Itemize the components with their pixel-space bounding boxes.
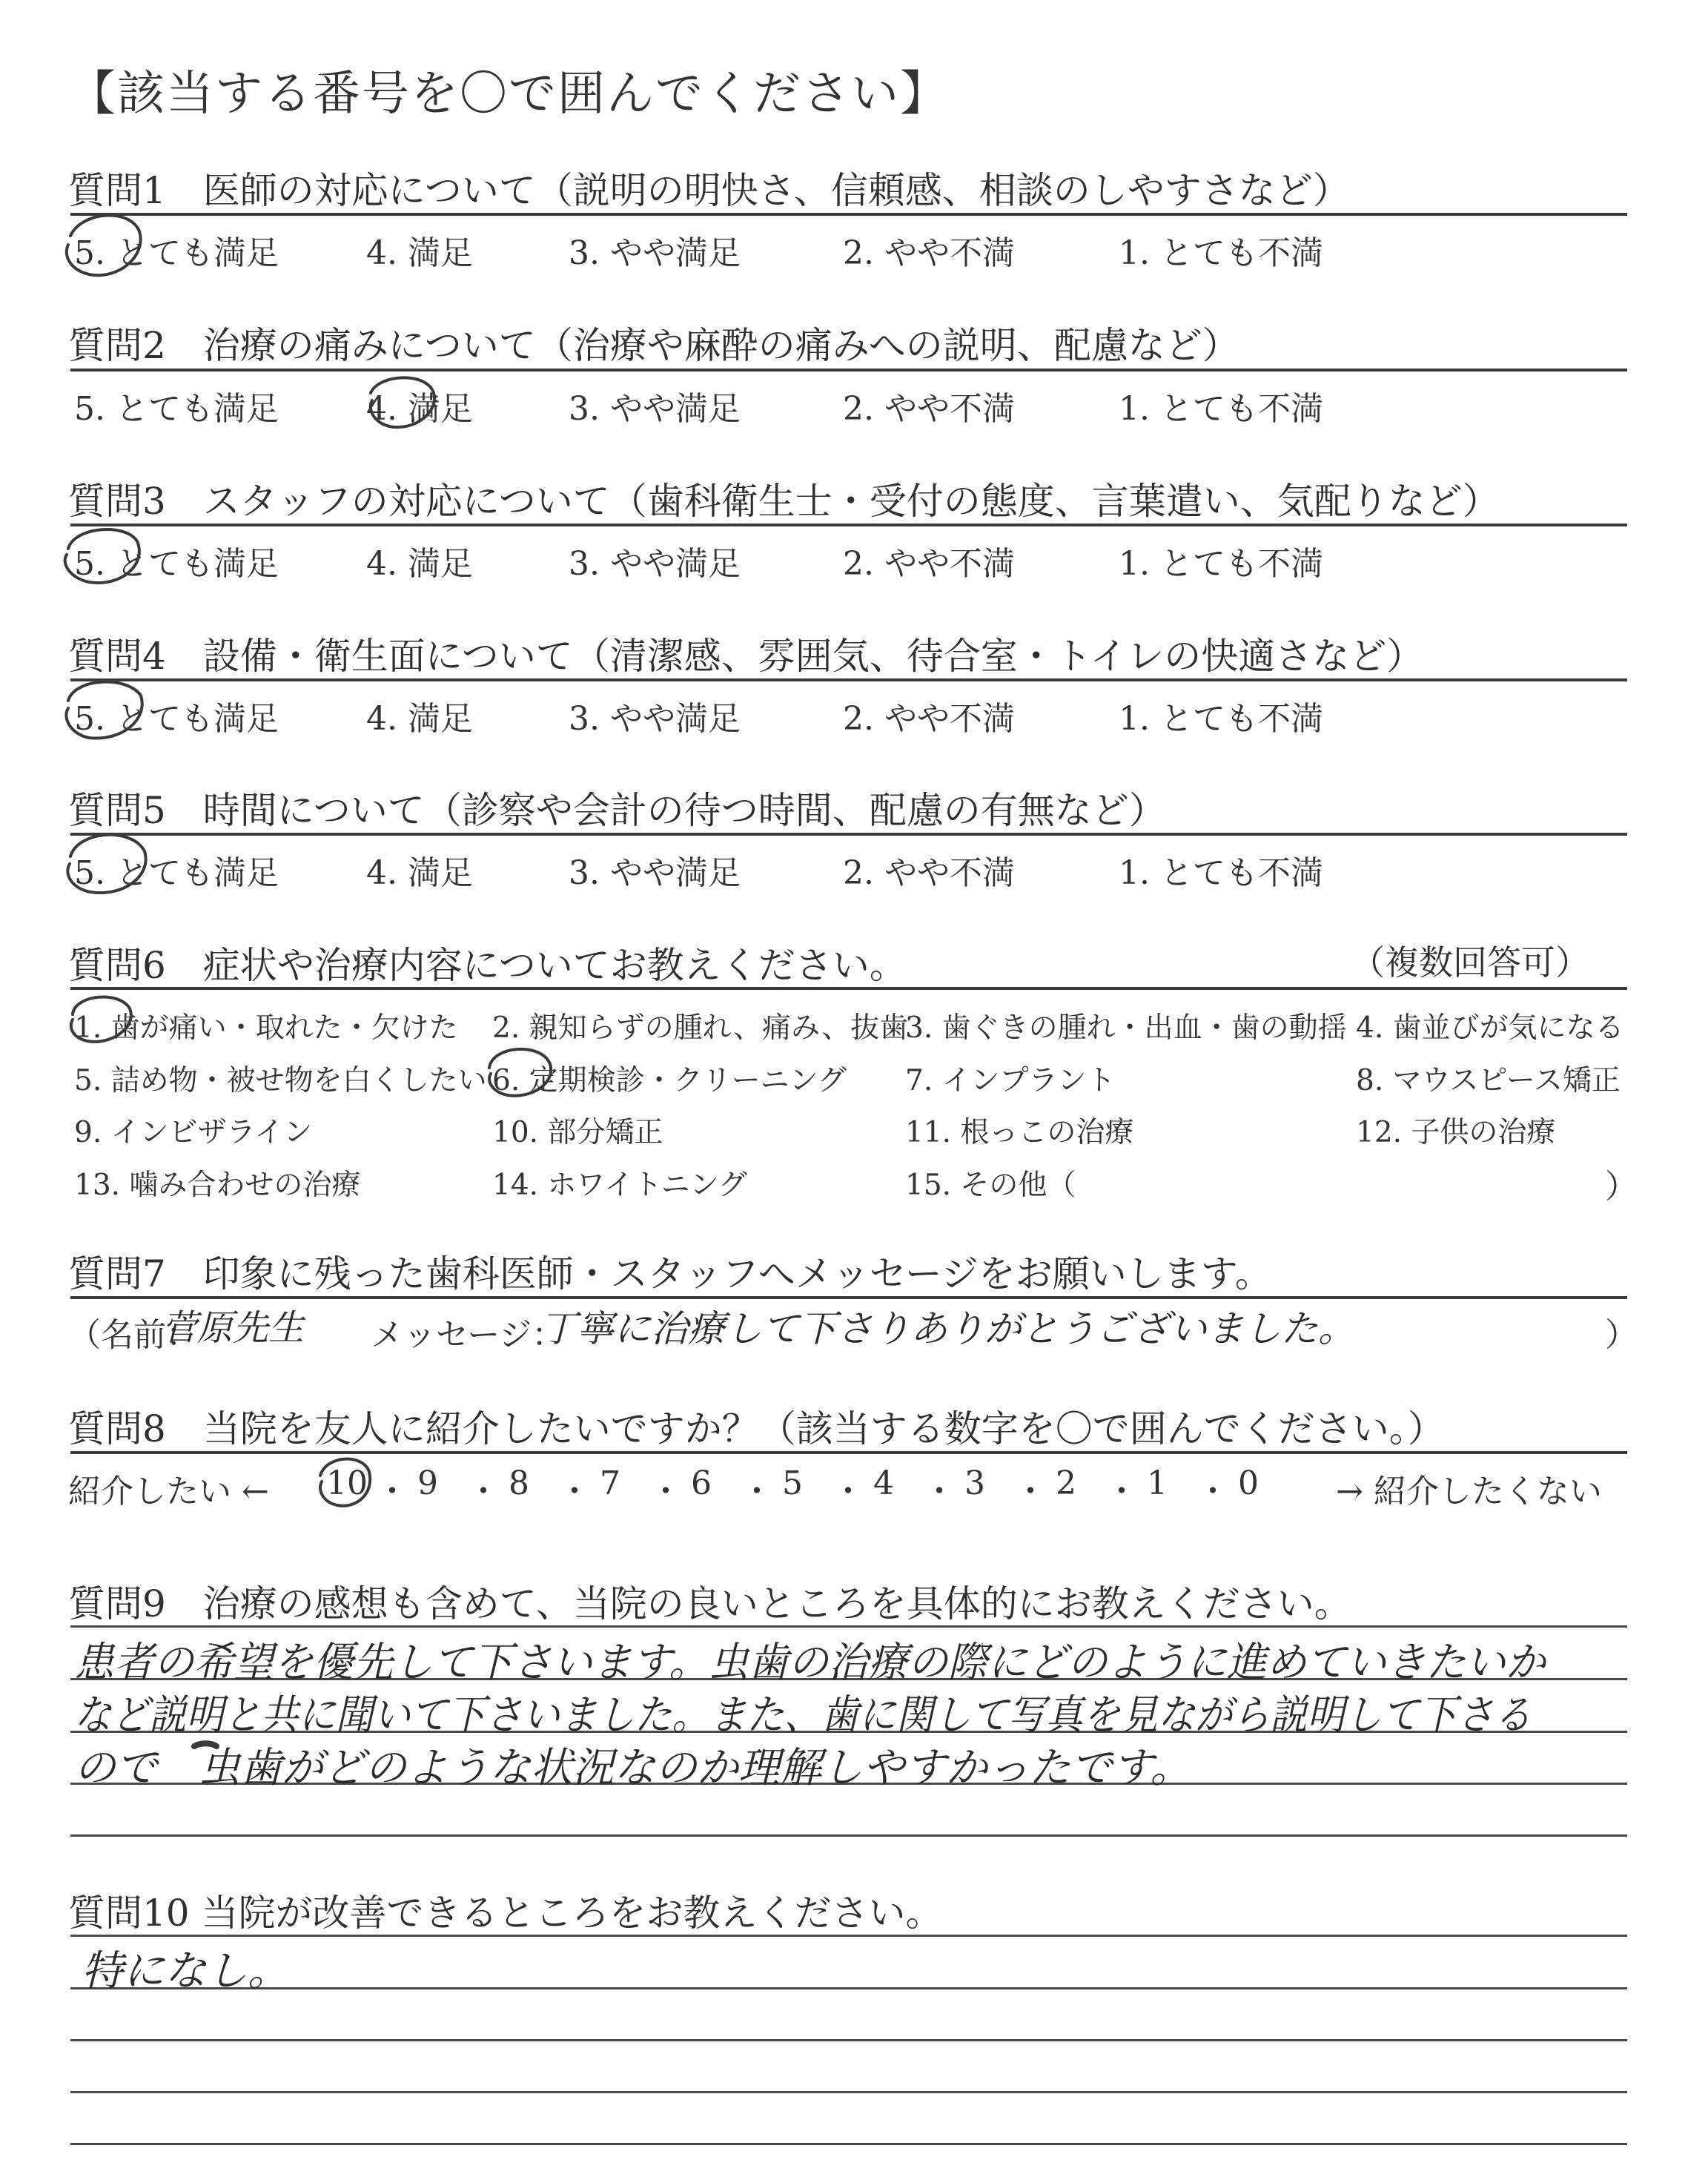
q6-option-10[interactable]: 10. 部分矯正 — [492, 1116, 663, 1149]
q8-scale-separator: ・ — [832, 1473, 864, 1510]
q8-scale-separator: ・ — [558, 1473, 591, 1510]
q5-selection-circle — [67, 835, 145, 893]
q8-scale-8[interactable]: 8 — [509, 1464, 529, 1502]
q6-option-6[interactable]: 6. 定期検診・クリーニング — [492, 1064, 847, 1097]
q8-scale-6[interactable]: 6 — [691, 1464, 712, 1502]
q8-scale-3[interactable]: 3 — [964, 1464, 985, 1502]
q8-scale-separator: ・ — [1105, 1473, 1138, 1510]
survey-header: 【該当する番号を〇で囲んでください】 — [68, 67, 949, 122]
q2-option-5[interactable]: 5. とても満足 — [74, 390, 279, 428]
q6-option-4[interactable]: 4. 歯並びが気になる — [1356, 1011, 1624, 1045]
q4-title: 質問4 設備・衛生面について（清潔感、雰囲気、待合室・トイレの快適さなど） — [68, 635, 1424, 678]
q7-message-value[interactable]: 丁寧に治療して下さりありがとうございました。 — [540, 1307, 1355, 1350]
q9-title: 質問9 治療の感想も含めて、当院の良いところを具体的にお教えください。 — [68, 1582, 1351, 1625]
q3-option-2[interactable]: 2. やや不満 — [843, 545, 1015, 583]
q8-scale-separator: ・ — [923, 1473, 956, 1510]
q1-option-1[interactable]: 1. とても不満 — [1119, 234, 1323, 272]
q3-option-1[interactable]: 1. とても不満 — [1119, 545, 1323, 583]
q6-option-13[interactable]: 13. 噛み合わせの治療 — [74, 1169, 361, 1202]
q5-option-2[interactable]: 2. やや不満 — [843, 854, 1015, 892]
q8-scale-separator: ・ — [1196, 1473, 1229, 1510]
q8-scale-5[interactable]: 5 — [782, 1464, 803, 1502]
q7-message-label: メッセージ： — [371, 1316, 565, 1354]
q1-option-2[interactable]: 2. やや不満 — [843, 234, 1015, 272]
q5-option-5[interactable]: 5. とても満足 — [74, 854, 279, 892]
q4-option-4[interactable]: 4. 満足 — [366, 700, 473, 738]
q3-title: 質問3 スタッフの対応について（歯科衛生士・受付の態度、言葉遣い、気配りなど） — [68, 480, 1500, 523]
q4-selection-circle — [66, 682, 142, 739]
q8-scale-9[interactable]: 9 — [417, 1464, 438, 1502]
q6-option-5[interactable]: 5. 詰め物・被せ物を白くしたい — [74, 1064, 487, 1097]
q3-option-3[interactable]: 3. やや満足 — [569, 545, 741, 583]
q2-title: 質問2 治療の痛みについて（治療や麻酔の痛みへの説明、配慮など） — [68, 324, 1239, 367]
q9-answer-line-2[interactable]: など説明と共に聞いて下さいました。また、歯に関して写真を見ながら説明して下さる — [74, 1691, 1532, 1740]
q4-option-3[interactable]: 3. やや満足 — [569, 700, 741, 738]
q1-title: 質問1 医師の対応について（説明の明快さ、信頼感、相談のしやすさなど） — [68, 169, 1350, 212]
q8-selection-circle — [320, 1459, 370, 1506]
q8-right-label: → 紹介したくない — [1336, 1473, 1602, 1510]
q6-option-6-selection-circle — [489, 1049, 551, 1096]
q8-scale-4[interactable]: 4 — [873, 1464, 894, 1502]
q6-option-1-selection-circle — [71, 997, 131, 1041]
q7-close-paren: ） — [1605, 1316, 1638, 1354]
q8-scale-separator: ・ — [649, 1473, 682, 1510]
q8-scale-separator: ・ — [376, 1473, 408, 1510]
q2-option-2[interactable]: 2. やや不満 — [843, 390, 1015, 428]
q1-option-5[interactable]: 5. とても満足 — [74, 234, 279, 272]
q6-title: 質問6 症状や治療内容についてお教えください。 — [68, 944, 907, 987]
q8-scale-10[interactable]: 10 — [326, 1464, 368, 1502]
q6-option-9[interactable]: 9. インビザライン — [74, 1116, 313, 1149]
q10-answer-line-1[interactable]: 特になし。 — [82, 1947, 289, 1995]
q4-option-1[interactable]: 1. とても不満 — [1119, 700, 1323, 738]
q6-option-15[interactable]: 15. その他（ — [905, 1169, 1076, 1202]
q9-answer-line-3[interactable]: ので 虫歯がどのような状況なのか理解しやすかったです。 — [74, 1744, 1192, 1792]
q6-option-7[interactable]: 7. インプラント — [905, 1064, 1116, 1097]
q6-option-12[interactable]: 12. 子供の治療 — [1356, 1116, 1556, 1149]
q1-option-4[interactable]: 4. 満足 — [366, 234, 473, 272]
q5-option-3[interactable]: 3. やや満足 — [569, 854, 741, 892]
q6-multiple-answer-note: （複数回答可） — [1351, 942, 1589, 982]
q3-selection-circle — [65, 529, 139, 583]
q4-option-2[interactable]: 2. やや不満 — [843, 700, 1015, 738]
q8-scale-separator: ・ — [467, 1473, 500, 1510]
q1-selection-circle — [67, 215, 141, 275]
q8-scale-2[interactable]: 2 — [1056, 1464, 1076, 1502]
q3-option-4[interactable]: 4. 満足 — [366, 545, 473, 583]
q6-other-close-paren: ） — [1605, 1168, 1638, 1206]
q6-option-1[interactable]: 1. 歯が痛い・取れた・欠けた — [74, 1011, 458, 1045]
q5-option-1[interactable]: 1. とても不満 — [1119, 854, 1323, 892]
q6-option-8[interactable]: 8. マウスピース矯正 — [1356, 1064, 1621, 1097]
q5-option-4[interactable]: 4. 満足 — [366, 854, 473, 892]
q8-scale-1[interactable]: 1 — [1147, 1464, 1168, 1502]
q2-option-1[interactable]: 1. とても不満 — [1119, 390, 1323, 428]
q9-answer-line-1[interactable]: 患者の希望を優先して下さいます。虫歯の治療の際にどのように進めていきたいか — [74, 1639, 1546, 1687]
q3-option-5[interactable]: 5. とても満足 — [74, 545, 279, 583]
q7-title: 質問7 印象に残った歯科医師・スタッフへメッセージをお願いします。 — [68, 1252, 1272, 1295]
q2-option-3[interactable]: 3. やや満足 — [569, 390, 741, 428]
q7-name-value[interactable]: 菅原先生 — [162, 1307, 305, 1349]
q8-left-label: 紹介したい ← — [68, 1473, 269, 1510]
q8-scale-separator: ・ — [741, 1473, 773, 1510]
q8-title: 質問8 当院を友人に紹介したいですか？（該当する数字を〇で囲んでください。） — [68, 1407, 1445, 1450]
q6-option-11[interactable]: 11. 根っこの治療 — [905, 1116, 1134, 1149]
q9-dot-mark — [194, 1743, 216, 1746]
q10-title: 質問10 当院が改善できるところをお教えください。 — [68, 1892, 943, 1935]
q6-option-14[interactable]: 14. ホワイトニング — [492, 1169, 747, 1202]
q4-option-5[interactable]: 5. とても満足 — [74, 700, 279, 738]
q8-scale-separator: ・ — [1014, 1473, 1047, 1510]
q8-scale-0[interactable]: 0 — [1238, 1464, 1259, 1502]
q7-name-label: （名前： — [68, 1316, 199, 1354]
q1-option-3[interactable]: 3. やや満足 — [569, 234, 741, 272]
q5-title: 質問5 時間について（診察や会計の待つ時間、配慮の有無など） — [68, 789, 1166, 832]
q2-option-4[interactable]: 4. 満足 — [366, 390, 473, 428]
q6-option-2[interactable]: 2. 親知らずの腫れ、痛み、抜歯 — [492, 1011, 909, 1045]
q2-selection-circle — [371, 377, 434, 427]
q6-option-3[interactable]: 3. 歯ぐきの腫れ・出血・歯の動揺 — [905, 1011, 1347, 1045]
q8-scale-7[interactable]: 7 — [600, 1464, 620, 1502]
